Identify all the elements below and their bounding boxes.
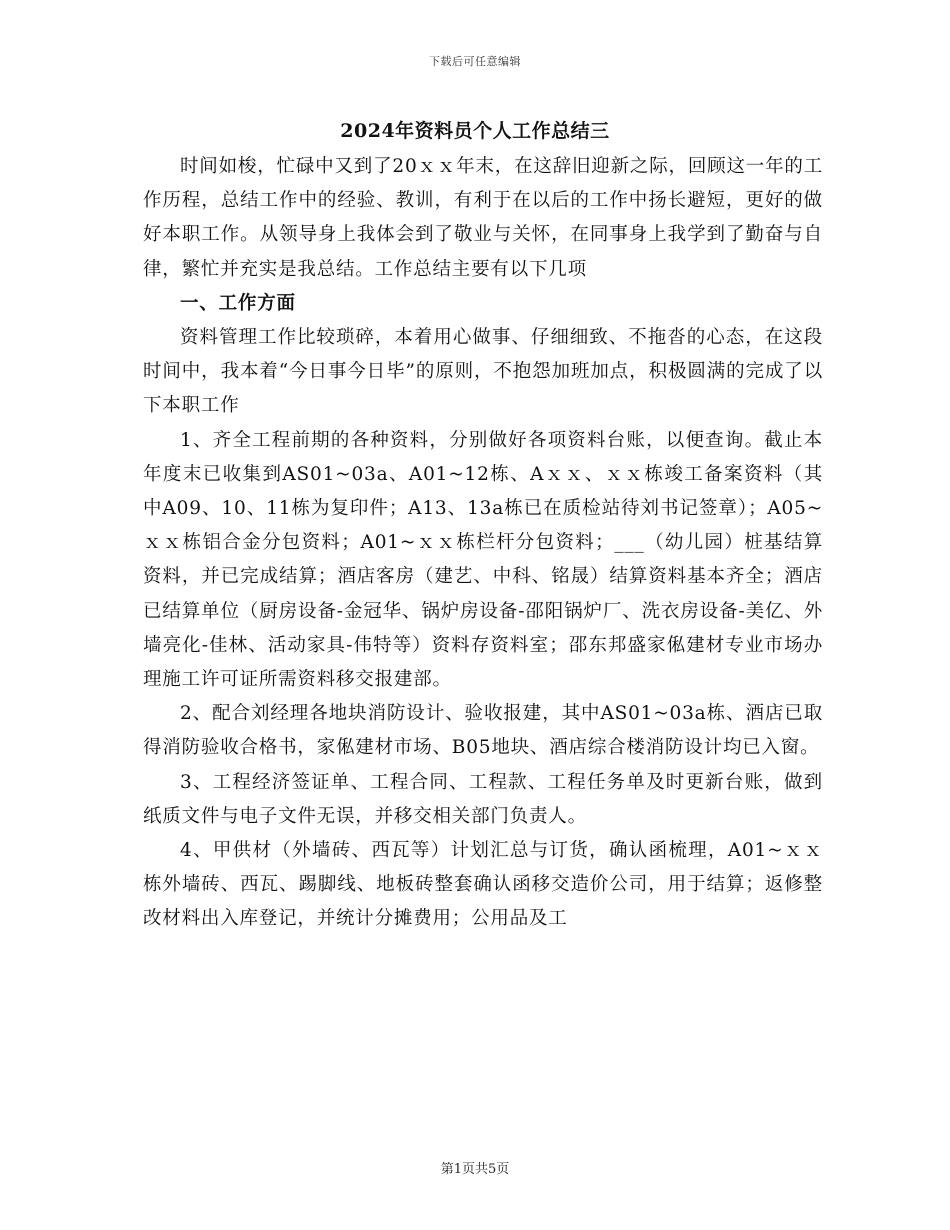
document-body <box>143 150 823 937</box>
intro-paragraph: 时间如梭，忙碌中又到了20ｘｘ年末，在这辞旧迎新之际，回顾这一年的工作历程，总结工作中的经验、教训，有利于在以后的工作中扬长避短，更好的做好本职工作。从领导身上我体会到了敬业与关怀，在同事身上我学到了勤奋与自律，繁忙并充实是我总结。工作总结主要有以下几项 <box>143 156 823 280</box>
section-heading: 一、工作方面 <box>180 292 296 314</box>
list-item-2: 2、配合刘经理各地块消防设计、验收报建，其中AS01~03a栋、酒店已取得消防验收合格书，家俬建材市场、B05地块、酒店综合楼消防设计均已入窗。 <box>143 703 823 759</box>
list-item-4: 4、甲供材（外墙砖、西瓦等）计划汇总与订货，确认函梳理，A01~ｘｘ栋外墙砖、西瓦、踢脚线、地板砖整套确认函移交造价公司，用于结算；返修整改材料出入库登记，并统计分摊费用；公用品及工 <box>143 840 823 930</box>
list-item-3: 3、工程经济签证单、工程合同、工程款、工程任务单及时更新台账，做到纸质文件与电子文件无误，并移交相关部门负责人。 <box>143 771 823 827</box>
list-item-1: 1、齐全工程前期的各种资料，分别做好各项资料台账，以便查询。截止本年度末已收集到AS01~03a、A01~12栋、Aｘｘ、ｘｘ栋竣工备案资料（其中A09、10、11栋为复印件；A13、13a栋已在质检站待刘书记签章）；A05~ｘｘ栋铝合金分包资料；A01~ｘｘ栋栏杆分包资料；___（幼儿园）桩基结算资料，并已完成结算；酒店客房（建艺、中科、铭晟）结算资料基本齐全；酒店已结算单位（厨房设备-金冠华、锅炉房设备-邵阳锅炉厂、洗衣房设备-美亿、外墙亮化-佳林、活动家具-伟特等）资料存资料室；邵东邦盛家俬建材专业市场办理施工许可证所需资料移交报建部。 <box>143 429 823 691</box>
page-title: 2024年资料员个人工作总结三 <box>340 120 610 142</box>
section-intro-paragraph: 资料管理工作比较琐碎，本着用心做事、仔细细致、不拖沓的心态，在这段时间中，我本着“今日事今日毕”的原则，不抱怨加班加点，积极圆满的完成了以下本职工作 <box>143 327 823 417</box>
page-number: 第1页共5页 <box>440 1162 510 1177</box>
header-note: 下载后可任意编辑 <box>429 55 521 68</box>
